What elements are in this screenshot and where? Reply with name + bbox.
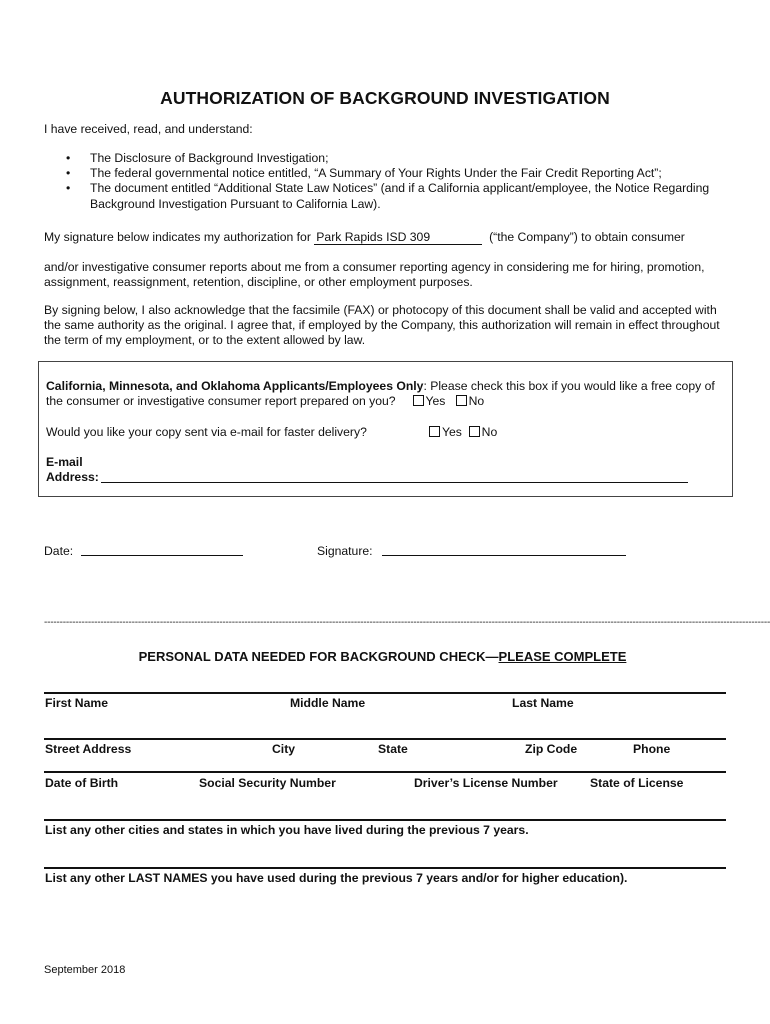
footer-date: September 2018 [44, 964, 126, 976]
authorization-suffix: (“the Company”) to obtain consumer [489, 230, 685, 244]
identity-row-line [44, 771, 726, 773]
date-label: Date: [44, 544, 74, 558]
copy-no-label: No [468, 394, 485, 408]
zip-code-label: Zip Code [525, 742, 578, 756]
list-item-text: The Disclosure of Background Investigation; [90, 151, 329, 165]
personal-data-heading-main: PERSONAL DATA NEEDED FOR BACKGROUND CHECK— [138, 649, 499, 664]
report-copy-question [46, 379, 716, 409]
date-field[interactable] [81, 555, 243, 556]
personal-data-heading [0, 649, 765, 664]
list-item-text: The document entitled “Additional State Law Notices” (and if a California applicant/employee, the Notice Regarding Background Investigation Pursuant to California Law). [90, 181, 710, 211]
name-row-line [44, 692, 726, 694]
other-names-row-line [44, 867, 726, 869]
list-item: • The document entitled “Additional State Law Notices” (and if a California applicant/employee, the Notice Regarding Background Investigation Pursuant to California Law). [66, 181, 710, 211]
state-label: State [378, 742, 408, 756]
first-name-label: First Name [45, 696, 108, 710]
street-address-label: Street Address [45, 742, 132, 756]
page-title: AUTHORIZATION OF BACKGROUND INVESTIGATION [160, 88, 610, 108]
authorization-continued: and/or investigative consumer reports about me from a consumer reporting agency in considering me for hiring, promotion, assignment, reassignment, retention, discipline, or other employment purposes. [44, 260, 705, 289]
phone-label: Phone [633, 742, 671, 756]
other-cities-label: List any other cities and states in which you have lived during the previous 7 years. [45, 823, 529, 837]
acknowledgement-text: By signing below, I also acknowledge that the facsimile (FAX) or photocopy of this document shall be valid and accepted with the same authority as the original. I agree that, if employed by the Company, this authorization will remain in effect throughout the term of my employment, or to the extent allowed by law. [44, 303, 720, 347]
list-item: • The Disclosure of Background Investigation; [66, 151, 329, 165]
email-delivery-question: Would you like your copy sent via e-mail for faster delivery? [46, 425, 367, 439]
copy-yes-label: Yes [425, 394, 446, 408]
copy-yes-checkbox[interactable] [413, 395, 424, 406]
email-no-checkbox[interactable] [469, 426, 480, 437]
copy-no-checkbox[interactable] [456, 395, 467, 406]
authorization-statement [44, 230, 685, 245]
city-label: City [272, 742, 296, 756]
intro-text: I have received, read, and understand: [44, 122, 253, 136]
date-of-birth-label: Date of Birth [45, 776, 119, 790]
email-delivery-options [429, 425, 497, 440]
address-row-line [44, 738, 726, 740]
report-copy-heading: California, Minnesota, and Oklahoma Applicants/Employees Only [46, 379, 424, 393]
acknowledged-documents-list [62, 151, 712, 212]
email-yes-checkbox[interactable] [429, 426, 440, 437]
email-label-line-1: E-mail [46, 455, 83, 469]
other-last-names-label: List any other LAST NAMES you have used during the previous 7 years and/or for higher education). [45, 871, 628, 885]
middle-name-label: Middle Name [290, 696, 366, 710]
email-label-line-2: Address: [46, 470, 99, 484]
signature-field[interactable] [382, 555, 626, 556]
last-name-label: Last Name [512, 696, 574, 710]
email-address-field[interactable] [101, 482, 688, 483]
list-item: • The federal governmental notice entitled, “A Summary of Your Rights Under the Fair Credit Reporting Act”; [66, 166, 662, 181]
report-copy-question-text: : Please check this box if you would like a free copy of the consumer or investigative consumer report prepared on you? [46, 379, 715, 408]
signature-label: Signature: [317, 544, 373, 558]
drivers-license-number-label: Driver’s License Number [414, 776, 558, 790]
company-name-field[interactable]: Park Rapids ISD 309 [314, 231, 482, 245]
report-copy-box [38, 361, 733, 497]
authorization-prefix: My signature below indicates my authorization for [44, 230, 311, 244]
other-cities-row-line [44, 819, 726, 821]
cut-line-divider: ---------------------------------------------------------------------------------------------------------------------------------------------------------------------------------------------------------------------------------------- [44, 617, 770, 628]
ssn-label: Social Security Number [199, 776, 336, 790]
list-item-text: The federal governmental notice entitled, “A Summary of Your Rights Under the Fair Credit Reporting Act”; [90, 166, 662, 181]
license-state-label: State of License [590, 776, 684, 790]
email-yes-label: Yes [442, 425, 462, 439]
email-no-label: No [481, 425, 498, 439]
personal-data-heading-emphasis: PLEASE COMPLETE [498, 649, 627, 664]
